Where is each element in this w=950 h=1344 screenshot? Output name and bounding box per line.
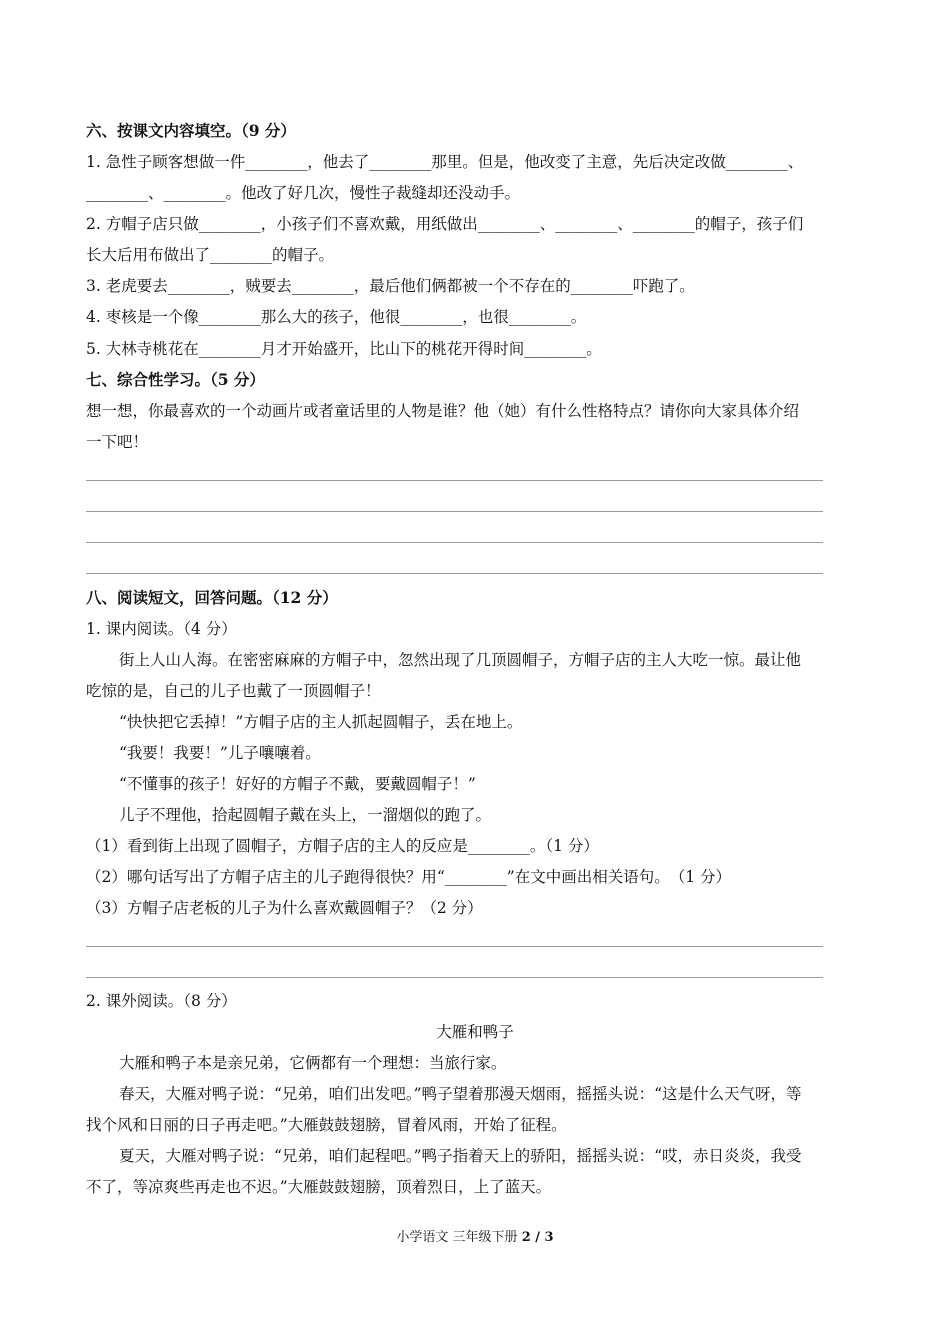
part2-title: 2. 课外阅读。（8 分） (86, 992, 237, 1010)
answer-line (86, 946, 823, 947)
story-paragraph2-line1: 春天，大雁对鸭子说：“兄弟，咱们出发吧。”鸭子望着那漫天烟雨，摇摇头说：“这是什么天气呀，等 (119, 1085, 802, 1103)
part1-question2: （2）哪句话写出了方帽子店主的儿子跑得很快？用“________”在文中画出相关语句。 （1 分） (86, 868, 732, 886)
section6-q3: 3. 老虎要去________，贼要去________，最后他们俩都被一个不存在的________吓跑了。 (86, 277, 695, 295)
section6-q1-line2: ________、________。他改了好几次，慢性子裁缝却还没动手。 (86, 184, 521, 202)
part1-title: 1. 课内阅读。（4 分） (86, 620, 237, 638)
part1-paragraph1-line1: 街上人山人海。在密密麻麻的方帽子中，忽然出现了几顶圆帽子，方帽子店的主人大吃一惊。最让他 (119, 651, 802, 669)
story-paragraph3-line1: 夏天，大雁对鸭子说：“兄弟，咱们起程吧。”鸭子指着天上的骄阳，摇摇头说：“哎，赤日炎炎，我受 (119, 1147, 802, 1165)
story-paragraph3-line2: 不了，等凉爽些再走也不迟。”大雁鼓鼓翅膀，顶着烈日，上了蓝天。 (86, 1178, 552, 1196)
part1-question3: （3）方帽子店老板的儿子为什么喜欢戴圆帽子？（2 分） (86, 899, 483, 917)
part1-paragraph5: 儿子不理他，拾起圆帽子戴在头上，一溜烟似的跑了。 (119, 806, 492, 824)
part1-paragraph4: “不懂事的孩子！好好的方帽子不戴，要戴圆帽子！” (119, 775, 476, 793)
section6-q4: 4. 枣核是一个像________那么大的孩子，他很________，也很________。 (86, 308, 587, 326)
answer-line (86, 480, 823, 481)
part1-paragraph1-line2: 吃惊的是，自己的儿子也戴了一顶圆帽子！ (86, 682, 381, 700)
section8-heading: 八、阅读短文，回答问题。（12 分） (86, 588, 338, 607)
part1-paragraph3: “我要！我要！”儿子嚷嚷着。 (119, 744, 321, 762)
page-number: 2 / 3 (521, 1230, 554, 1245)
section6-q2-line2: 长大后用布做出了________的帽子。 (86, 246, 335, 264)
section7-prompt-line1: 想一想，你最喜欢的一个动画片或者童话里的人物是谁？他（她）有什么性格特点？请你向大家具体介绍 (86, 402, 800, 420)
section6-q1-line1: 1. 急性子顾客想做一件________，他去了________那里。但是，他改变了主意，先后决定改做________、 (86, 153, 804, 171)
page-footer (0, 1229, 950, 1247)
section6-q5: 5. 大林寺桃花在________月才开始盛开，比山下的桃花开得时间________。 (86, 340, 602, 358)
story-paragraph1: 大雁和鸭子本是亲兄弟，它俩都有一个理想：当旅行家。 (119, 1054, 507, 1072)
footer-text: 小学语文 三年级下册 (396, 1230, 518, 1245)
part1-question1: （1）看到街上出现了圆帽子，方帽子店的主人的反应是________。（1 分） (86, 837, 599, 855)
story-title: 大雁和鸭子 (436, 1023, 514, 1041)
answer-line (86, 573, 823, 574)
story-paragraph2-line2: 找个风和日丽的日子再走吧。”大雁鼓鼓翅膀，冒着风雨，开始了征程。 (86, 1116, 567, 1134)
section6-heading: 六、按课文内容填空。（9 分） (86, 121, 296, 140)
section7-prompt-line2: 一下吧！ (86, 433, 149, 451)
answer-line (86, 511, 823, 512)
part1-paragraph2: “快快把它丢掉！”方帽子店的主人抓起圆帽子，丢在地上。 (119, 713, 523, 731)
answer-line (86, 542, 823, 543)
section6-q2-line1: 2. 方帽子店只做________，小孩子们不喜欢戴，用纸做出________、________、________的帽子，孩子们 (86, 215, 804, 233)
section7-heading: 七、综合性学习。（5 分） (86, 370, 265, 389)
answer-line (86, 977, 823, 978)
